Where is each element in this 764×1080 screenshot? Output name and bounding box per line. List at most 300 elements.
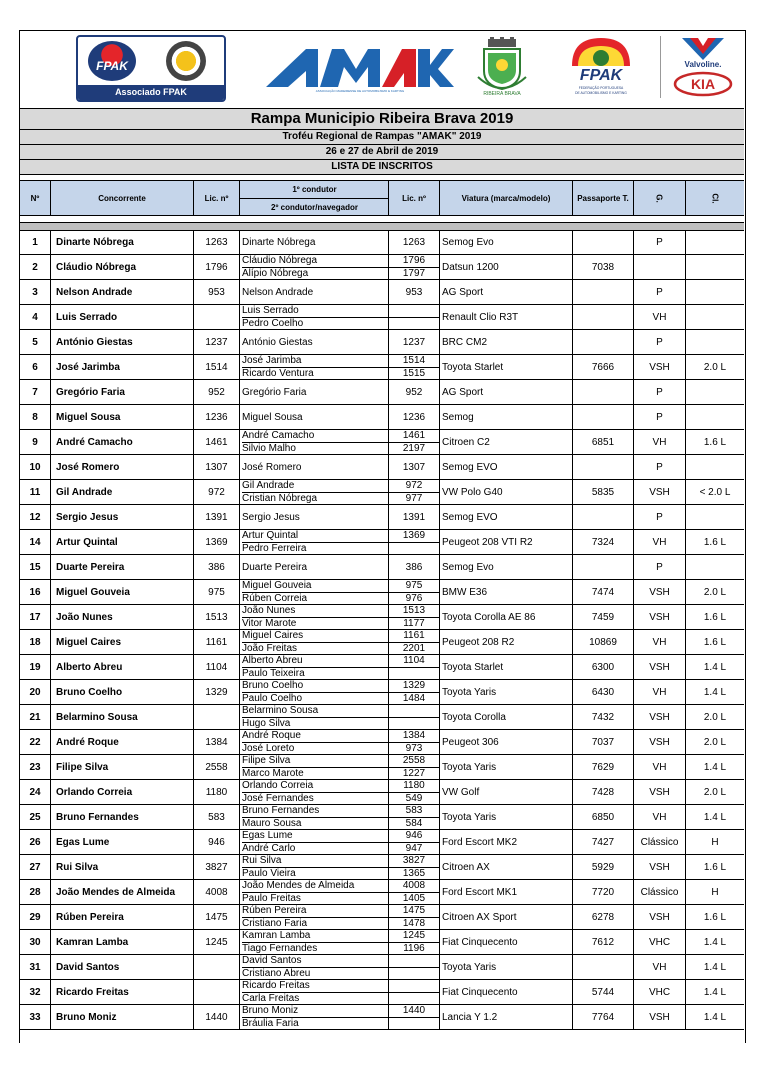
competitor-name: Gil Andrade (51, 480, 194, 504)
kia-text: KIA (690, 76, 716, 92)
car-model: Semog EVO (440, 455, 573, 479)
driver1-licence: 2558 (389, 755, 439, 768)
class: 1.6 L (703, 611, 727, 623)
driver1-name: Sergio Jesus (242, 511, 300, 523)
car-model: Toyota Yaris (440, 955, 573, 979)
entry-number: 5 (20, 330, 51, 354)
entry-number: 16 (20, 580, 51, 604)
driver-licences-cell (389, 930, 440, 954)
entry-number: 22 (20, 730, 51, 754)
drivers-cell (240, 480, 389, 504)
driver2-name: Tiago Fernandes (242, 943, 318, 954)
class (686, 555, 744, 579)
car-model: BMW E36 (440, 580, 573, 604)
group: VH (634, 805, 686, 829)
header-passaporte: Passaporte T. (573, 181, 634, 215)
drivers-cell (240, 805, 389, 829)
entry-number: 29 (20, 905, 51, 929)
drivers-cell (240, 230, 389, 254)
competitor-licence: 1513 (194, 605, 240, 629)
competitor-name: Gregório Faria (51, 380, 194, 404)
driver2-name: Vitor Marote (242, 618, 297, 629)
driver1-name: Gil Andrade (242, 480, 388, 493)
entry-number: 8 (20, 405, 51, 429)
driver2-name: Cristiano Abreu (242, 968, 311, 979)
competitor-licence: 1161 (194, 630, 240, 654)
entry-number: 7 (20, 380, 51, 404)
driver-licences-cell (389, 530, 440, 554)
drivers-cell (240, 905, 389, 929)
table-row (20, 980, 744, 1005)
driver1-name: Kamran Lamba (242, 930, 388, 943)
passport-number: 7720 (573, 880, 634, 904)
class (686, 505, 744, 529)
passport-number: 5744 (573, 980, 634, 1004)
class (686, 405, 744, 429)
competitor-licence: 1461 (194, 430, 240, 454)
driver1-licence: 1307 (402, 461, 426, 473)
entry-number: 9 (20, 430, 51, 454)
table-row (20, 305, 744, 330)
drivers-cell (240, 355, 389, 379)
passport-number (573, 230, 634, 254)
table-row (20, 505, 744, 530)
table-row (20, 280, 744, 305)
class: 1.6 L (703, 536, 727, 548)
class: 2.0 L (703, 361, 727, 373)
entry-number: 2 (20, 255, 51, 279)
entry-number: 4 (20, 305, 51, 329)
driver-licences-cell (389, 880, 440, 904)
group: VH (634, 305, 686, 329)
competitor-name: André Roque (51, 730, 194, 754)
car-model: Ford Escort MK1 (440, 880, 573, 904)
driver2-licence: 947 (405, 843, 423, 854)
group: P (634, 230, 686, 254)
group: VSH (634, 855, 686, 879)
driver1-licence: 1440 (389, 1005, 439, 1018)
driver2-name: José Fernandes (242, 793, 314, 804)
group: P (634, 380, 686, 404)
fpak-badge-text: FPAK (96, 59, 128, 73)
table-row (20, 330, 744, 355)
drivers-cell (240, 430, 389, 454)
competitor-licence: 1369 (194, 530, 240, 554)
drivers-cell (240, 330, 389, 354)
driver1-licence: 1245 (389, 930, 439, 943)
passport-number: 7427 (573, 830, 634, 854)
class: 2.0 L (703, 711, 727, 723)
competitor-licence: 1391 (194, 505, 240, 529)
driver-licences-cell (389, 730, 440, 754)
drivers-cell (240, 780, 389, 804)
driver1-name: Filipe Silva (242, 755, 388, 768)
driver1-name: Artur Quintal (242, 530, 388, 543)
passport-number (573, 380, 634, 404)
competitor-licence: 946 (194, 830, 240, 854)
drivers-cell (240, 955, 389, 979)
competitor-name: Bruno Moniz (51, 1005, 194, 1029)
table-row (20, 355, 744, 380)
competitor-licence: 953 (194, 280, 240, 304)
driver1-name: Alberto Abreu (242, 655, 388, 668)
driver-licences-cell (389, 305, 440, 329)
class: 1.4 L (703, 761, 727, 773)
driver2-name: Hugo Silva (242, 718, 291, 729)
competitor-licence (194, 305, 240, 329)
driver2-name: Alípio Nóbrega (242, 268, 309, 279)
driver2-name: Paulo Teixeira (242, 668, 305, 679)
competitor-name: Miguel Gouveia (51, 580, 194, 604)
drivers-cell (240, 580, 389, 604)
driver1-licence: 1104 (389, 655, 439, 668)
driver1-licence: 1384 (389, 730, 439, 743)
header-lic2: Lic. nº (389, 181, 440, 215)
entry-number: 28 (20, 880, 51, 904)
driver1-licence: 952 (405, 386, 423, 398)
kia-logo (672, 70, 734, 98)
header-concorrente: Concorrente (51, 181, 194, 215)
competitor-name: Rui Silva (51, 855, 194, 879)
group: P (634, 405, 686, 429)
passport-number: 7764 (573, 1005, 634, 1029)
class: 1.6 L (703, 861, 727, 873)
brasao-caption: RIBEIRA BRAVA (483, 91, 521, 97)
competitor-licence: 1440 (194, 1005, 240, 1029)
driver1-licence: 1180 (389, 780, 439, 793)
group: VH (634, 755, 686, 779)
car-model: Citroen AX Sport (440, 905, 573, 929)
entry-number: 31 (20, 955, 51, 979)
table-row (20, 955, 744, 980)
entry-number: 30 (20, 930, 51, 954)
driver2-licence: 1797 (402, 268, 426, 279)
driver1-name: José Romero (242, 461, 302, 473)
class: 1.6 L (703, 911, 727, 923)
car-model: Ford Escort MK2 (440, 830, 573, 854)
passport-number: 7629 (573, 755, 634, 779)
table-row (20, 855, 744, 880)
class: < 2.0 L (699, 486, 731, 498)
fpak-text: FPAK (579, 67, 623, 84)
svg-text:DE AUTOMOBILISMO E KARTING: DE AUTOMOBILISMO E KARTING (575, 91, 627, 95)
driver2-licence (389, 318, 439, 330)
entry-number: 27 (20, 855, 51, 879)
car-model: BRC CM2 (440, 330, 573, 354)
driver1-name: Miguel Gouveia (242, 580, 388, 593)
passport-number: 5835 (573, 480, 634, 504)
driver2-name: Cristiano Faria (242, 918, 308, 929)
driver1-licence: 1513 (389, 605, 439, 618)
driver1-licence: 1263 (402, 236, 426, 248)
entry-number: 14 (20, 530, 51, 554)
table-row (20, 730, 744, 755)
driver2-licence (389, 718, 439, 730)
table-row (20, 1005, 744, 1030)
driver1-name: Rui Silva (242, 855, 388, 868)
driver-licences-cell (389, 705, 440, 729)
driver1-licence: 583 (389, 805, 439, 818)
driver-licences-cell (389, 405, 440, 429)
fpak-associado-logo (76, 35, 226, 102)
class (686, 330, 744, 354)
group: VHC (634, 930, 686, 954)
driver1-name: Nelson Andrade (242, 286, 314, 298)
class: 1.4 L (703, 961, 727, 973)
group: Clássico (634, 880, 686, 904)
driver1-name: Miguel Sousa (242, 411, 303, 423)
driver-licences-cell (389, 755, 440, 779)
competitor-name: Dinarte Nóbrega (51, 230, 194, 254)
competitor-licence: 1237 (194, 330, 240, 354)
car-model: Fiat Cinquecento (440, 930, 573, 954)
competitor-licence: 1180 (194, 780, 240, 804)
passport-number (573, 305, 634, 329)
header-drivers (240, 181, 389, 215)
driver-licences-cell (389, 680, 440, 704)
driver-licences-cell (389, 280, 440, 304)
driver2-name: Rúben Correia (242, 593, 308, 604)
driver1-licence: 953 (405, 286, 423, 298)
drivers-cell (240, 730, 389, 754)
group: Clássico (634, 830, 686, 854)
header-classe-text: Cl. (710, 192, 720, 204)
group (634, 255, 686, 279)
drivers-cell (240, 605, 389, 629)
driver2-licence: 1196 (403, 943, 425, 954)
competitor-name: Filipe Silva (51, 755, 194, 779)
table-row (20, 605, 744, 630)
entry-number: 32 (20, 980, 51, 1004)
car-model: Toyota Starlet (440, 655, 573, 679)
car-model: Toyota Yaris (440, 680, 573, 704)
driver-licences-cell (389, 1005, 440, 1029)
class: H (711, 836, 719, 848)
class (686, 280, 744, 304)
group: VSH (634, 780, 686, 804)
group: P (634, 280, 686, 304)
driver-licences-cell (389, 655, 440, 679)
driver2-licence: 549 (405, 793, 423, 804)
driver2-licence (389, 668, 439, 679)
driver1-name: Bruno Coelho (242, 680, 388, 693)
driver-licences-cell (389, 380, 440, 404)
competitor-licence: 1104 (194, 655, 240, 679)
entry-number: 21 (20, 705, 51, 729)
header-grupo-text: G. (654, 193, 664, 203)
class: H (711, 886, 719, 898)
drivers-cell (240, 255, 389, 279)
driver-licences-cell (389, 805, 440, 829)
table-row (20, 680, 744, 705)
passport-number: 6851 (573, 430, 634, 454)
driver1-name: José Jarimba (242, 355, 388, 368)
competitor-licence: 972 (194, 480, 240, 504)
driver2-licence: 1227 (402, 768, 426, 779)
fpak-associado-banner: Associado FPAK (78, 85, 224, 100)
group: VHC (634, 980, 686, 1004)
trophy-title: Troféu Regional de Rampas "AMAK" 2019 (20, 129, 744, 144)
competitor-name: José Jarimba (51, 355, 194, 379)
list-title: LISTA DE INSCRITOS (20, 159, 744, 175)
driver1-licence: 1161 (389, 630, 439, 643)
driver2-name: Mauro Sousa (242, 818, 302, 829)
drivers-cell (240, 380, 389, 404)
driver1-licence: 1369 (389, 530, 439, 543)
driver2-licence: 1478 (402, 918, 426, 929)
passport-number: 7474 (573, 580, 634, 604)
driver2-licence: 976 (405, 593, 423, 604)
competitor-licence (194, 705, 240, 729)
drivers-cell (240, 555, 389, 579)
class: 1.4 L (703, 686, 727, 698)
class: 1.4 L (703, 661, 727, 673)
entries-table (20, 230, 744, 1030)
table-row (20, 255, 744, 280)
driver-licences-cell (389, 255, 440, 279)
passport-number: 7612 (573, 930, 634, 954)
competitor-licence: 3827 (194, 855, 240, 879)
competitor-licence (194, 955, 240, 979)
competitor-name: Rúben Pereira (51, 905, 194, 929)
driver1-name: André Camacho (242, 430, 388, 443)
svg-text:ASSOCIAÇÃO MADEIRENSE DE AUTOM: ASSOCIAÇÃO MADEIRENSE DE AUTOMOBILISMO E KARTING (315, 89, 405, 93)
driver-licences-cell (389, 430, 440, 454)
competitor-name: Cláudio Nóbrega (51, 255, 194, 279)
header-grupo (634, 181, 686, 215)
driver1-licence: 1391 (402, 511, 426, 523)
table-row (20, 805, 744, 830)
class (686, 230, 744, 254)
car-model: Toyota Corolla AE 86 (440, 605, 573, 629)
header-viatura: Viatura (marca/modelo) (440, 181, 573, 215)
group: VH (634, 530, 686, 554)
driver-licences-cell (389, 630, 440, 654)
driver2-name: Silvio Malho (242, 443, 296, 454)
table-row (20, 630, 744, 655)
group: VSH (634, 605, 686, 629)
car-model: Lancia Y 1.2 (440, 1005, 573, 1029)
entry-number: 1 (20, 230, 51, 254)
amak-logo (266, 45, 454, 93)
driver2-licence: 1484 (402, 693, 426, 704)
competitor-licence: 975 (194, 580, 240, 604)
passport-number (573, 505, 634, 529)
table-row (20, 480, 744, 505)
drivers-cell (240, 305, 389, 329)
group: VSH (634, 730, 686, 754)
drivers-cell (240, 630, 389, 654)
class: 1.4 L (703, 811, 727, 823)
table-row (20, 655, 744, 680)
driver2-licence: 1365 (402, 868, 426, 879)
group: VSH (634, 580, 686, 604)
driver2-licence: 1515 (402, 368, 426, 379)
competitor-licence: 952 (194, 380, 240, 404)
header-num: Nº (20, 181, 51, 215)
driver1-licence (389, 305, 439, 318)
event-dates: 26 e 27 de Abril de 2019 (20, 144, 744, 159)
competitor-licence: 583 (194, 805, 240, 829)
drivers-cell (240, 755, 389, 779)
driver2-name: João Freitas (242, 643, 298, 654)
drivers-cell (240, 705, 389, 729)
passport-number: 6278 (573, 905, 634, 929)
class: 2.0 L (703, 786, 727, 798)
table-row (20, 580, 744, 605)
competitor-name: Miguel Caires (51, 630, 194, 654)
driver1-licence: 4008 (389, 880, 439, 893)
driver-licences-cell (389, 905, 440, 929)
drivers-cell (240, 455, 389, 479)
competitor-name: Miguel Sousa (51, 405, 194, 429)
car-model: Semog EVO (440, 505, 573, 529)
competitor-licence: 1796 (194, 255, 240, 279)
driver1-licence: 1236 (402, 411, 426, 423)
driver1-licence: 946 (389, 830, 439, 843)
group: VSH (634, 905, 686, 929)
class: 2.0 L (703, 736, 727, 748)
car-model: Citroen AX (440, 855, 573, 879)
table-row (20, 380, 744, 405)
competitor-name: Bruno Coelho (51, 680, 194, 704)
car-model: Toyota Yaris (440, 805, 573, 829)
drivers-cell (240, 655, 389, 679)
drivers-cell (240, 405, 389, 429)
driver-licences-cell (389, 980, 440, 1004)
competitor-licence (194, 980, 240, 1004)
driver-licences-cell (389, 955, 440, 979)
competitor-licence: 1236 (194, 405, 240, 429)
driver2-name: Paulo Coelho (242, 693, 303, 704)
driver1-licence: 972 (389, 480, 439, 493)
table-row (20, 755, 744, 780)
driver1-name: Cláudio Nóbrega (242, 255, 388, 268)
competitor-name: Orlando Correia (51, 780, 194, 804)
driver1-name: Miguel Caires (242, 630, 388, 643)
class: 1.4 L (703, 986, 727, 998)
passport-number: 7037 (573, 730, 634, 754)
group: P (634, 555, 686, 579)
class (686, 255, 744, 279)
driver-licences-cell (389, 605, 440, 629)
drivers-cell (240, 880, 389, 904)
competitor-name: João Mendes de Almeida (51, 880, 194, 904)
ribeira-brava-coat-of-arms-icon (472, 37, 532, 97)
driver2-name: Bráulia Faria (242, 1018, 299, 1029)
drivers-cell (240, 980, 389, 1004)
passport-number (573, 455, 634, 479)
class (686, 305, 744, 329)
car-model: Peugeot 306 (440, 730, 573, 754)
class: 1.4 L (703, 936, 727, 948)
competitor-name: Egas Lume (51, 830, 194, 854)
driver-licences-cell (389, 230, 440, 254)
passport-number: 7459 (573, 605, 634, 629)
competitor-licence: 1263 (194, 230, 240, 254)
car-model: VW Golf (440, 780, 573, 804)
car-model: AG Sport (440, 280, 573, 304)
driver1-name: Egas Lume (242, 830, 388, 843)
entry-number: 19 (20, 655, 51, 679)
driver1-name: Duarte Pereira (242, 561, 308, 573)
driver1-name: António Giestas (242, 336, 313, 348)
driver1-licence: 1237 (402, 336, 426, 348)
car-model: Fiat Cinquecento (440, 980, 573, 1004)
table-row (20, 555, 744, 580)
driver1-name: Orlando Correia (242, 780, 388, 793)
driver1-name: Rúben Pereira (242, 905, 388, 918)
